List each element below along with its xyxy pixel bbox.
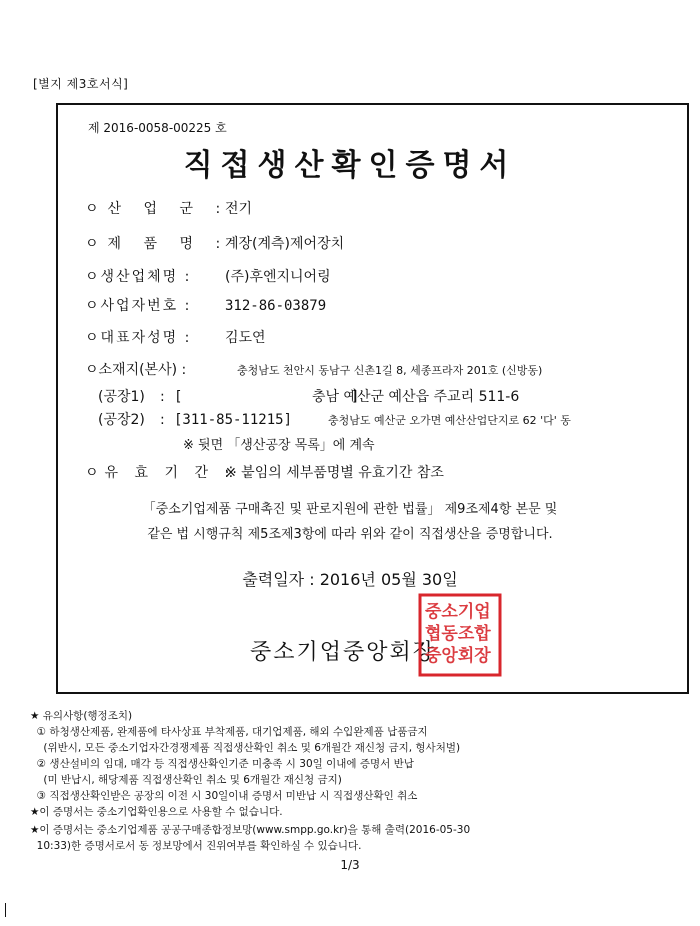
svg-text:협동조합: 협동조합 [425, 624, 491, 644]
note-line: ② 생산설비의 임대, 매각 등 직접생산확인기준 미충족 시 30일 이내에 증명서 반납 [30, 758, 414, 770]
note-line: (미 반납시, 해당제품 직접생산확인 취소 및 6개월간 재신청 금지) [30, 774, 342, 786]
output-date: 출력일자 : 2016년 05월 30일 [242, 570, 458, 589]
statement-line-2: 같은 법 시행규칙 제5조제3항에 따라 위와 같이 직접생산을 증명합니다. [147, 527, 553, 542]
factory-note: ※ 뒷면 「생산공장 목록」에 계속 [183, 438, 375, 453]
page-number: 1/3 [340, 858, 360, 872]
factory-sep: : [160, 412, 165, 428]
factory-number: [311-85-11215] [174, 412, 293, 428]
form-number: [별지 제3호서식] [33, 77, 129, 91]
field-label: ㅇ대표자성명 : [85, 330, 192, 346]
field-biz-number [85, 295, 326, 315]
field-label: ㅇ사업자번호 : [85, 298, 192, 314]
field-company [85, 266, 331, 286]
factory-row-2 [98, 409, 571, 429]
field-value: 312-86-03879 [225, 298, 327, 314]
note-line: ★이 증명서는 중소기업확인용으로 사용할 수 없습니다. [30, 806, 283, 818]
field-value: 김도연 [225, 330, 266, 346]
field-validity [85, 462, 444, 482]
factory-number: [ ] [174, 389, 360, 405]
field-label: ㅇ생산업체명 : [85, 269, 192, 285]
note-line: ★ 유의사항(행정조치) [30, 710, 133, 722]
field-industry [85, 198, 252, 218]
document-number: 제 2016-0058-00225 호 [88, 121, 227, 135]
note-line: (위반시, 모든 중소기업자간경쟁제품 직접생산확인 취소 및 6개월간 재신청 금지, 형사처벌) [30, 742, 461, 754]
statement-line-1: 「중소기업제품 구매촉진 및 판로지원에 관한 법률」 제9조제4항 본문 및 [142, 502, 558, 517]
field-value: (주)후엔지니어링 [225, 269, 331, 285]
field-value: 계장(계측)제어장치 [225, 236, 345, 252]
factory-sep: : [160, 389, 165, 405]
field-label: ㅇ제 품 명 : [85, 236, 230, 252]
field-label: ㅇ유 효 기 간 : [85, 465, 236, 481]
certificate-title: 직접생산확인증명서 [183, 148, 517, 183]
field-product [85, 233, 344, 253]
factory-label: (공장2) [98, 412, 145, 428]
note-line: ★이 증명서는 중소기업제품 공공구매종합정보망(www.smpp.go.kr)을 통해 출력(2016-05-30 [30, 824, 471, 836]
note-line: ① 하청생산제품, 완제품에 타사상표 부착제품, 대기업제품, 해외 수입완제품 납품금지 [30, 726, 428, 738]
field-label: ㅇ산 업 군 : [85, 201, 230, 217]
factory-label: (공장1) [98, 389, 145, 405]
factory-row-1 [98, 386, 519, 406]
field-ceo [85, 327, 266, 347]
note-line: ③ 직접생산확인받은 공장의 이전 시 30일이내 증명서 미반납 시 직접생산확인 취소 [30, 790, 418, 802]
field-value: 충청남도 천안시 동남구 신촌1길 8, 세종프라자 201호 (신방동) [237, 364, 543, 377]
svg-text:중소기업: 중소기업 [425, 602, 491, 622]
factory-address: 충청남도 예산군 오가면 예산산업단지로 62 '다' 동 [328, 414, 571, 427]
official-seal [417, 592, 503, 678]
field-value: ※ 붙임의 세부품명별 유효기간 참조 [225, 465, 444, 481]
note-line: 10:33)한 증명서로서 동 정보망에서 진위여부를 확인하실 수 있습니다. [30, 840, 362, 852]
field-value: 전기 [225, 201, 253, 217]
svg-text:중앙회장: 중앙회장 [425, 646, 491, 666]
edge-mark [5, 903, 6, 917]
field-label: ㅇ소재지(본사) : [85, 362, 187, 378]
factory-address: 충남 예산군 예산읍 주교리 511-6 [312, 389, 520, 405]
field-address [85, 359, 542, 379]
issuer-name: 중소기업중앙회장 [250, 640, 437, 665]
